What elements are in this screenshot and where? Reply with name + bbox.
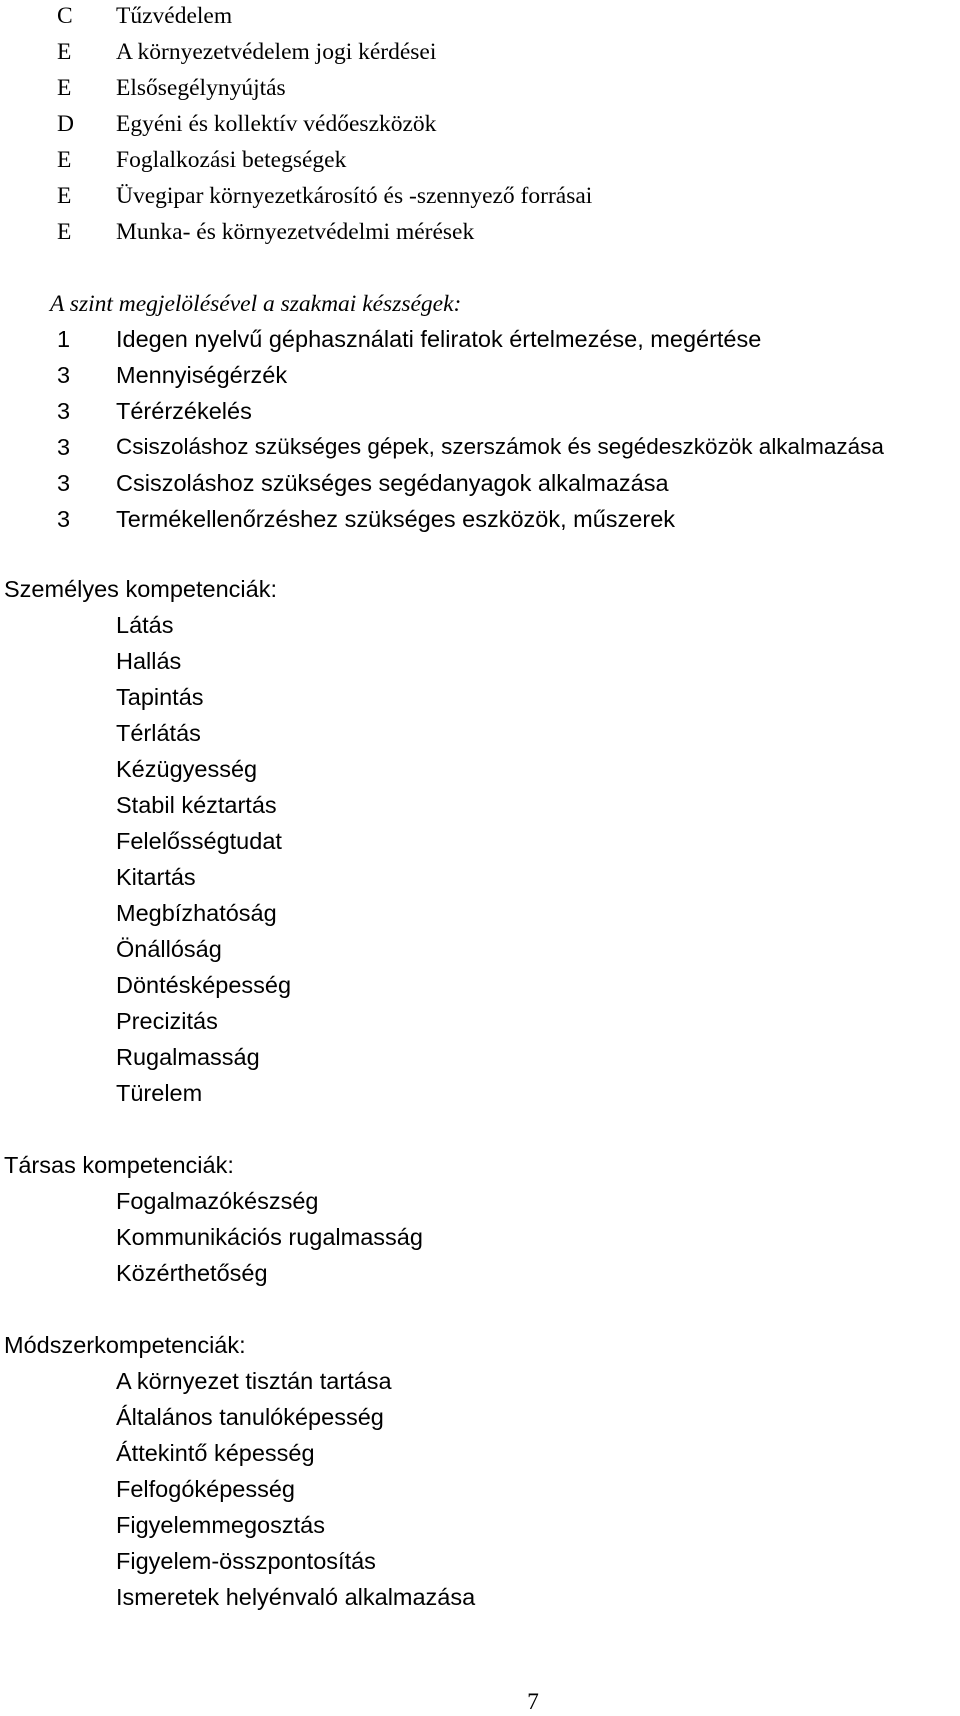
competency-text: Stabil kéztartás — [116, 792, 277, 818]
competency-text: Hallás — [116, 648, 182, 674]
competency-text: Fogalmazókészség — [116, 1188, 319, 1214]
competency-text: Rugalmasság — [116, 1044, 260, 1070]
method-heading: Módszerkompetenciák: — [4, 1332, 246, 1358]
level-code: E — [57, 183, 72, 209]
competency-text: Precizitás — [116, 1008, 218, 1034]
competency-text: Általános tanulóképesség — [116, 1404, 384, 1430]
skill-text: Csiszoláshoz szükséges gépek, szerszámok és segédeszközök alkalmazása — [116, 434, 884, 459]
competency-text: Kitartás — [116, 864, 196, 890]
level-code: 1 — [57, 326, 71, 352]
competency-text: Térlátás — [116, 720, 201, 746]
topic-text: Foglalkozási betegségek — [116, 147, 347, 173]
level-code: E — [57, 75, 72, 101]
level-code: E — [57, 219, 72, 245]
level-code: 3 — [57, 362, 71, 388]
competency-text: A környezet tisztán tartása — [116, 1368, 392, 1394]
level-code: E — [57, 147, 72, 173]
level-code: 3 — [57, 398, 71, 424]
topic-text: Egyéni és kollektív védőeszközök — [116, 111, 437, 137]
topic-text: Munka- és környezetvédelmi mérések — [116, 219, 475, 245]
competency-text: Kézügyesség — [116, 756, 258, 782]
topic-text: Tűzvédelem — [116, 3, 233, 29]
skills-heading: A szint megjelölésével a szakmai készségek: — [50, 291, 462, 317]
competency-text: Ismeretek helyénvaló alkalmazása — [116, 1584, 476, 1610]
competency-text: Látás — [116, 612, 174, 638]
topic-text: Üvegipar környezetkárosító és -szennyező forrásai — [116, 183, 593, 209]
topic-text: A környezetvédelem jogi kérdései — [116, 39, 437, 65]
level-code: D — [57, 111, 74, 137]
level-code: 3 — [57, 470, 71, 496]
competency-text: Figyelem-összpontosítás — [116, 1548, 376, 1574]
skill-text: Csiszoláshoz szükséges segédanyagok alkalmazása — [116, 470, 669, 496]
page-number: 7 — [527, 1689, 539, 1715]
level-code: C — [57, 3, 73, 29]
personal-heading: Személyes kompetenciák: — [4, 576, 277, 602]
social-heading: Társas kompetenciák: — [4, 1152, 234, 1178]
skill-text: Mennyiségérzék — [116, 362, 288, 388]
competency-text: Tapintás — [116, 684, 204, 710]
skill-text: Termékellenőrzéshez szükséges eszközök, műszerek — [116, 506, 676, 532]
competency-text: Áttekintő képesség — [116, 1440, 315, 1466]
competency-text: Figyelemmegosztás — [116, 1512, 325, 1538]
skill-text: Idegen nyelvű géphasználati feliratok értelmezése, megértése — [116, 326, 762, 352]
competency-text: Döntésképesség — [116, 972, 292, 998]
topic-text: Elsősegélynyújtás — [116, 75, 286, 101]
competency-text: Kommunikációs rugalmasság — [116, 1224, 423, 1250]
level-code: 3 — [57, 434, 71, 460]
level-code: 3 — [57, 506, 71, 532]
competency-text: Felfogóképesség — [116, 1476, 295, 1502]
competency-text: Felelősségtudat — [116, 828, 282, 854]
level-code: E — [57, 39, 72, 65]
skill-text: Térérzékelés — [116, 398, 252, 424]
competency-text: Közérthetőség — [116, 1260, 268, 1286]
competency-text: Megbízhatóság — [116, 900, 277, 926]
competency-text: Önállóság — [116, 936, 222, 962]
competency-text: Türelem — [116, 1080, 203, 1106]
